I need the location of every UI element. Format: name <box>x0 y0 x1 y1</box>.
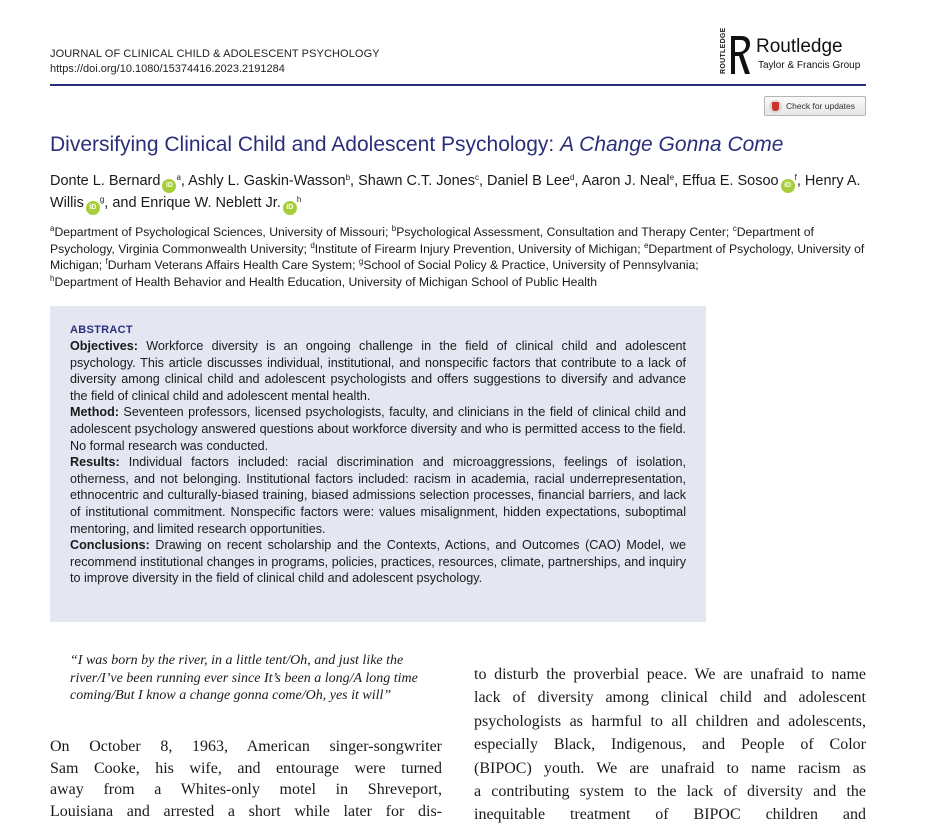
orcid-icon[interactable]: iD <box>162 179 176 193</box>
header-divider <box>50 84 866 86</box>
body-column-left <box>50 736 442 822</box>
author-name[interactable]: Daniel B Lee <box>487 173 571 189</box>
body-column-right <box>474 663 866 827</box>
author-separator: , <box>180 173 189 189</box>
abstract-sections <box>70 338 686 587</box>
affiliation-text: Psychological Assessment, Consultation and Therapy Center; <box>396 225 733 239</box>
affiliation-text: Institute of Firearm Injury Prevention, University of Michigan; <box>314 241 644 256</box>
affiliations <box>50 224 870 290</box>
author-separator: , <box>478 173 488 189</box>
author-name[interactable]: Donte L. Bernard <box>50 173 161 189</box>
abstract <box>70 323 686 587</box>
author-separator: , <box>574 173 582 189</box>
orcid-icon[interactable]: iD <box>781 179 795 193</box>
body-text-line: away from a Whites-only motel in Shreveport, <box>50 781 442 798</box>
check-for-updates-button[interactable] <box>764 96 866 116</box>
article-title <box>50 133 783 157</box>
title-main: Diversifying Clinical Child and Adolescent Psychology: <box>50 133 555 156</box>
affiliation-mark: h <box>50 273 55 283</box>
author-affiliation-mark: a <box>176 173 181 182</box>
affiliation-mark: f <box>105 257 108 267</box>
publisher-vertical-text: ROUTLEDGE <box>720 27 727 74</box>
body-text-line: psychologists as harmful to all children and adolescents, <box>474 712 866 730</box>
author-separator: , <box>350 173 359 189</box>
title-italic: A Change Gonna Come <box>560 133 784 156</box>
abstract-section-text: Seventeen professors, licensed psychologists, faculty, and clinicians in the field of clinical child and adolescent psychology answered questions about workforce diversity and who is permitted access to the field. No formal research was conducted. <box>70 405 686 453</box>
abstract-section-text: Drawing on recent scholarship and the Contexts, Actions, and Outcomes (CAO) Model, we recommend institutional changes in programs, policies, practices, resources, climate, partnerships, and inquiry to improve diversity in the field of clinical child and adolescent psychology. <box>70 538 686 586</box>
publisher-name: Routledge <box>756 36 843 57</box>
body-text-line: lack of diversity among clinical child and adolescent <box>474 689 866 707</box>
author-list <box>50 171 870 215</box>
affiliation-text: Department of Health Behavior and Health Education, University of Michigan School of Public Health <box>54 274 598 289</box>
author-separator: , <box>796 173 805 189</box>
author-affiliation-mark: b <box>345 173 351 182</box>
author-separator: , <box>104 195 113 211</box>
author-affiliation-mark: f <box>794 173 797 182</box>
author-name[interactable]: Ashly L. Gaskin-Wasson <box>188 173 346 189</box>
body-text-line: Sam Cooke, his wife, and entourage were turned <box>50 759 442 777</box>
affiliation-text: Department of Psychological Sciences, University of Missouri; <box>54 225 392 239</box>
affiliation-text: Department of Psychology, University of Michigan; <box>50 241 865 273</box>
doi-link[interactable]: https://doi.org/10.1080/15374416.2023.2191284 <box>50 63 285 75</box>
bookmark-icon <box>769 100 782 113</box>
journal-name: JOURNAL OF CLINICAL CHILD & ADOLESCENT PSYCHOLOGY <box>50 48 380 60</box>
author-name[interactable]: Henry A. Willis <box>50 173 861 211</box>
body-text-line: (BIPOC) youth. We are unafraid to name racism as <box>474 759 866 777</box>
body-text-line: On October 8, 1963, American singer-songwriter <box>50 738 442 755</box>
author-affiliation-mark: h <box>296 195 302 204</box>
abstract-heading: ABSTRACT <box>70 324 133 336</box>
abstract-section-text: Workforce diversity is an ongoing challenge in the field of clinical child and adolescent psychology. This article discusses individual, institutional, and nonspecific factors that contribute to a lack of diversity among clinical child and adolescent psychologists and offers suggestions to diversify and advance the field of clinical child and adolescent mental health. <box>70 339 686 403</box>
body-text-line: to disturb the proverbial peace. We are unafraid to name <box>474 666 866 683</box>
abstract-section-label: Conclusions: <box>70 538 150 553</box>
routledge-logo-icon <box>729 34 751 76</box>
author-affiliation-mark: e <box>669 173 675 182</box>
affiliation-mark: d <box>310 240 315 250</box>
body-text-line: especially Black, Indigenous, and People of Color <box>474 736 866 754</box>
publisher-subtitle: Taylor & Francis Group <box>758 60 861 71</box>
epigraph-quote: “I was born by the river, in a little tent/Oh, and just like the river/I’ve been running ever since It’s been a long/A long time coming/But I know a change gonna come/Oh, yes it will” <box>70 653 418 703</box>
abstract-section-label: Method: <box>70 405 119 420</box>
body-text-line: inequitable treatment of BIPOC children and <box>474 806 866 824</box>
author-affiliation-mark: d <box>570 173 575 182</box>
abstract-section-text: Individual factors included: racial discrimination and microaggressions, feelings of isolation, otherness, and not belonging. Institutional factors included: racism in academia, racial underrepresentation, ethnocentric and culturally-biased training, biased admissions selection processes, financial barriers, and lack of institutional commitment. Nonspecific factors were: values misalignment, hidden expectations, suboptimal mentoring, and limited research opportunities. <box>70 455 686 536</box>
abstract-section <box>70 537 686 587</box>
affiliation-text: Durham Veterans Affairs Health Care System; <box>107 258 359 273</box>
affiliation-text: School of Social Policy & Practice, University of Pennsylvania; <box>363 258 699 273</box>
affiliation-mark: c <box>732 224 737 233</box>
affiliation-mark: e <box>643 240 649 250</box>
author-affiliation-mark: g <box>99 195 105 204</box>
abstract-section <box>70 454 686 537</box>
affiliation-mark: g <box>358 257 364 267</box>
affiliation-mark: a <box>50 224 55 233</box>
abstract-section-label: Results: <box>70 455 120 470</box>
body-text-line: a contributing system to the lack of diversity and the <box>474 783 866 801</box>
author-name[interactable]: Enrique W. Neblett Jr. <box>140 195 281 211</box>
author-affiliation-mark: c <box>474 173 479 182</box>
author-conjunction: and <box>112 195 141 211</box>
author-name[interactable]: Effua E. Sosoo <box>682 173 779 189</box>
abstract-section <box>70 338 686 404</box>
orcid-icon[interactable]: iD <box>86 201 100 215</box>
orcid-icon[interactable]: iD <box>283 201 297 215</box>
author-name[interactable]: Aaron J. Neal <box>581 173 670 189</box>
abstract-section-label: Objectives: <box>70 339 138 353</box>
affiliation-text: Department of Psychology, Virginia Commonwealth University; <box>50 225 814 256</box>
check-for-updates-label: Check for updates <box>786 101 855 111</box>
author-name[interactable]: Shawn C.T. Jones <box>358 173 475 189</box>
author-separator: , <box>674 173 683 189</box>
affiliation-mark: b <box>391 224 397 233</box>
abstract-section <box>70 404 686 454</box>
body-text-line: Louisiana and arrested a short while later for dis- <box>50 802 442 820</box>
